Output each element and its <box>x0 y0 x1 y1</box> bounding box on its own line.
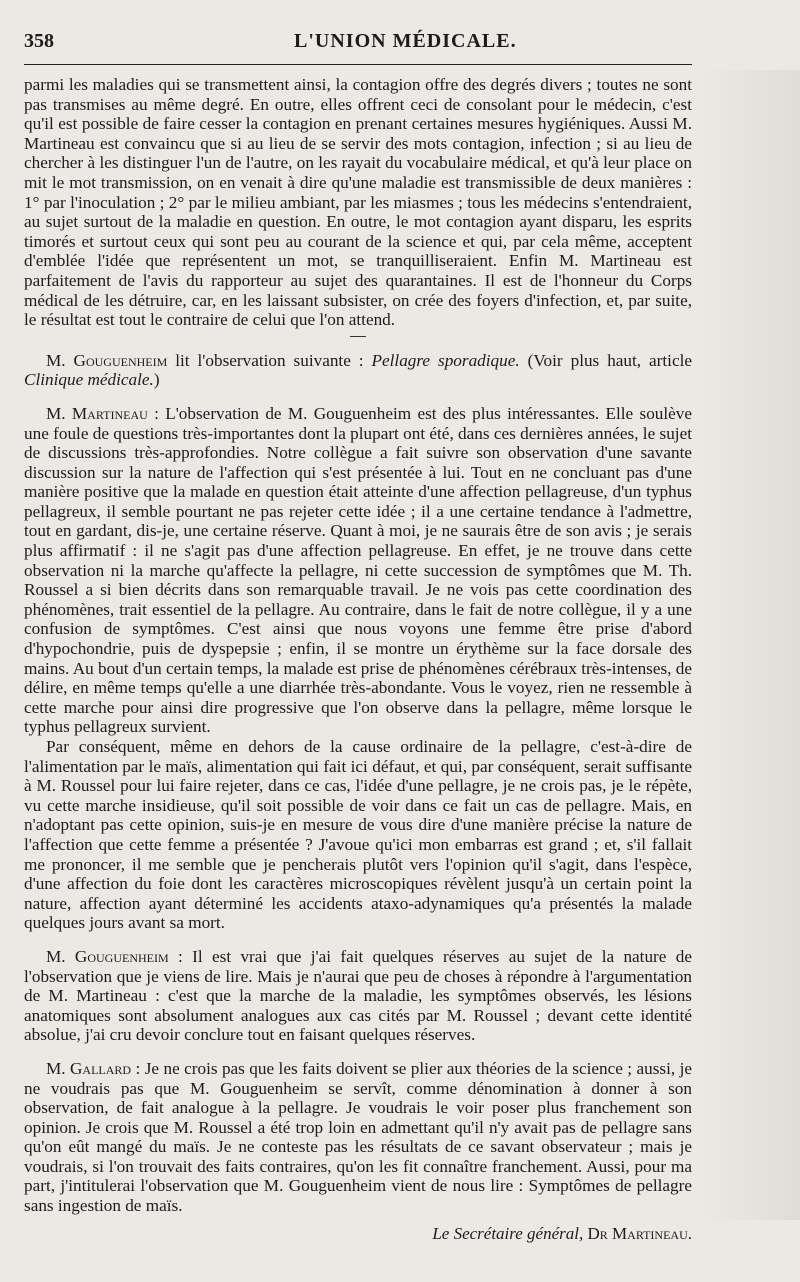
article-reference: Clinique médicale. <box>24 370 154 390</box>
speaker-name: M. Gouguenheim <box>46 946 169 966</box>
paragraph-gouguenheim-reply <box>24 947 692 1045</box>
paragraph-gouguenheim-reading <box>24 351 692 390</box>
paragraph-text: : Je ne crois pas que les faits doivent se plier aux théories de la science ; aussi, je ne voudrais pas que M. Gouguenheim se servît, comme dénomination à donner à son observation, de fait analogue à la pellagre. Je voudrais le voir poser plus franchement son opinion. Je crois que M. Roussel a été trop loin en admettant qu'il n'y avait pas de pellagre sans qu'on eût mangé du maïs. Je ne conteste pas les résultats de ce savant observateur ; mais je voudrais, si l'on trouvait des faits contraires, qu'on les fit connaître franchement. Aussi, pour ma part, j'intitulerai l'observation que M. Gouguenheim vient de nous lire : Symptômes de pellagre sans ingestion de maïs. <box>24 1058 693 1216</box>
paragraph-text: lit l'observation suivante : <box>167 350 372 370</box>
paragraph-text: : Il est vrai que j'ai fait quelques réserves au sujet de la nature de l'observation que je viens de lire. Mais je n'aurai que peu de choses à répondre à l'argumentation de M. Martineau : c'est que la marche de la maladie, les symptômes observés, les lésions anatomiques sont absolument analogues aux cas cités par M. Roussel ; devant cette identité absolue, j'ai cru devoir conclure tout en faisant quelques réserves. <box>24 946 692 1045</box>
signature-name: Dr Martineau. <box>583 1223 692 1243</box>
signature-role: Le Secrétaire général, <box>432 1223 584 1243</box>
paragraph-gallard <box>24 1059 692 1216</box>
page-edge-shadow <box>700 70 800 1220</box>
speaker-name: M. Gallard <box>46 1058 132 1078</box>
observation-title: Pellagre sporadique. <box>371 350 520 370</box>
running-title: L'UNION MÉDICALE. <box>294 30 517 52</box>
paragraph-martineau-response <box>24 404 692 737</box>
paragraph-text: ) <box>153 370 160 390</box>
signature <box>24 1224 692 1244</box>
paragraph-martineau-continued: Par conséquent, même en dehors de la cause ordinaire de la pellagre, c'est-à-dire de l'alimentation par le maïs, alimentation qui fait ici défaut, et qui, par conséquent, serait suffisante à M. Roussel pour lui faire rejeter, dans ce cas, l'idée d'une pellagre, je ne crois pas, je le répète, vu cette marche insidieuse, qu'il soit possible de voir dans ce fait un cas de pellagre. Mais, en n'adoptant pas cette opinion, suis-je en mesure de vous dire d'une manière précise la nature de l'affection que cette femme a présentée ? J'avoue qu'ici mon embarras est grand ; et, s'il fallait me prononcer, il me semble que je pencherais plutôt vers l'opinion qu'il s'agit, dans l'espèce, d'une affection du foie dont les caractères microscopiques révèlent jusqu'à un certain point la nature, affection ayant déterminé les accidents ataxo-adynamiques qu'a présentés la malade quelques jours avant sa mort. <box>24 737 692 933</box>
section-divider <box>350 336 366 337</box>
paragraph-text: : L'observation de M. Gouguenheim est des plus intéressantes. Elle soulève une foule de questions très-importantes dont la plupart ont été, dans ces dernières années, le sujet de discussions très-approfondies. Notre collègue a fait suivre son observation d'une savante discussion sur la nature de l'affection qui s'est présentée à lui. Tout en ne concluant pas d'une manière positive que la malade en question était atteinte d'une affection pellagreuse, d'un typhus pellagreux, il semble pourtant ne pas rejeter cette idée ; il a une certaine tendance à l'admettre, tout en gardant, dis-je, une certaine réserve. Quant à moi, je ne saurais être de son avis ; je serais plus affirmatif : il ne s'agit pas d'une affection pellagreuse. En effet, je ne trouve dans cette observation ni la marche qu'affecte la pellagre, ni cette succession de symptômes que M. Th. Roussel a si bien décrits dans son remarquable travail. Je ne vois pas cette coordination des phénomènes, trait essentiel de la pellagre. Au contraire, dans le fait de notre collègue, il y a une confusion de symptômes. C'est ainsi que nous voyons une femme être prise d'abord d'hypochondrie, puis de dyspepsie ; enfin, il se montre un érythème sur la face dorsale des mains. Au bout d'un certain temps, la malade est prise de phénomènes cérébraux très-intenses, de délire, en même temps qu'elle a une diarrhée très-abondante. Vous le voyez, rien ne ressemble à cette marche pour ainsi dire progressive que l'on observe dans la pellagre, même lorsque le typhus pellagreux survient. <box>24 403 693 737</box>
page-header <box>24 30 692 65</box>
paragraph-contagion: parmi les maladies qui se transmettent ainsi, la contagion offre des degrés divers ; toutes ne sont pas transmises au même degré. En outre, elles offrent ceci de consolant pour le médecin, c'est qu'il est possible de faire cesser la contagion en prenant certaines mesures hygiéniques. Aussi M. Martineau est convaincu que si au lieu de se servir des mots contagion, infection ; si au lieu de chercher à les distinguer l'un de l'autre, on les rayait du vocabulaire médical, et qu'à leur place on mit le mot transmission, on en venait à dire qu'une maladie est transmissible de deux manières : 1° par l'inoculation ; 2° par le milieu ambiant, par les miasmes ; tous les médecins s'entendraient, au sujet surtout de la maladie en question. En outre, le mot contagion ayant disparu, les esprits timorés et surtout ceux qui sont peu au courant de la science et qui, par cela même, acceptent d'emblée l'idée que représentent un mot, se tranquilliseraient. Enfin M. Martineau est parfaitement de l'avis du rapporteur au sujet des quarantaines. Il est de l'honneur du Corps médical de les détruire, car, en les laissant subsister, on crée des foyers d'infection, et, par suite, le résultat est tout le contraire de celui que l'on attend. <box>24 75 692 330</box>
page-number: 358 <box>24 30 54 52</box>
article-body <box>24 75 692 1243</box>
paragraph-text: (Voir plus haut, article <box>519 350 692 370</box>
speaker-name: M. Gouguenheim <box>46 350 168 370</box>
speaker-name: M. Martineau <box>46 403 148 423</box>
